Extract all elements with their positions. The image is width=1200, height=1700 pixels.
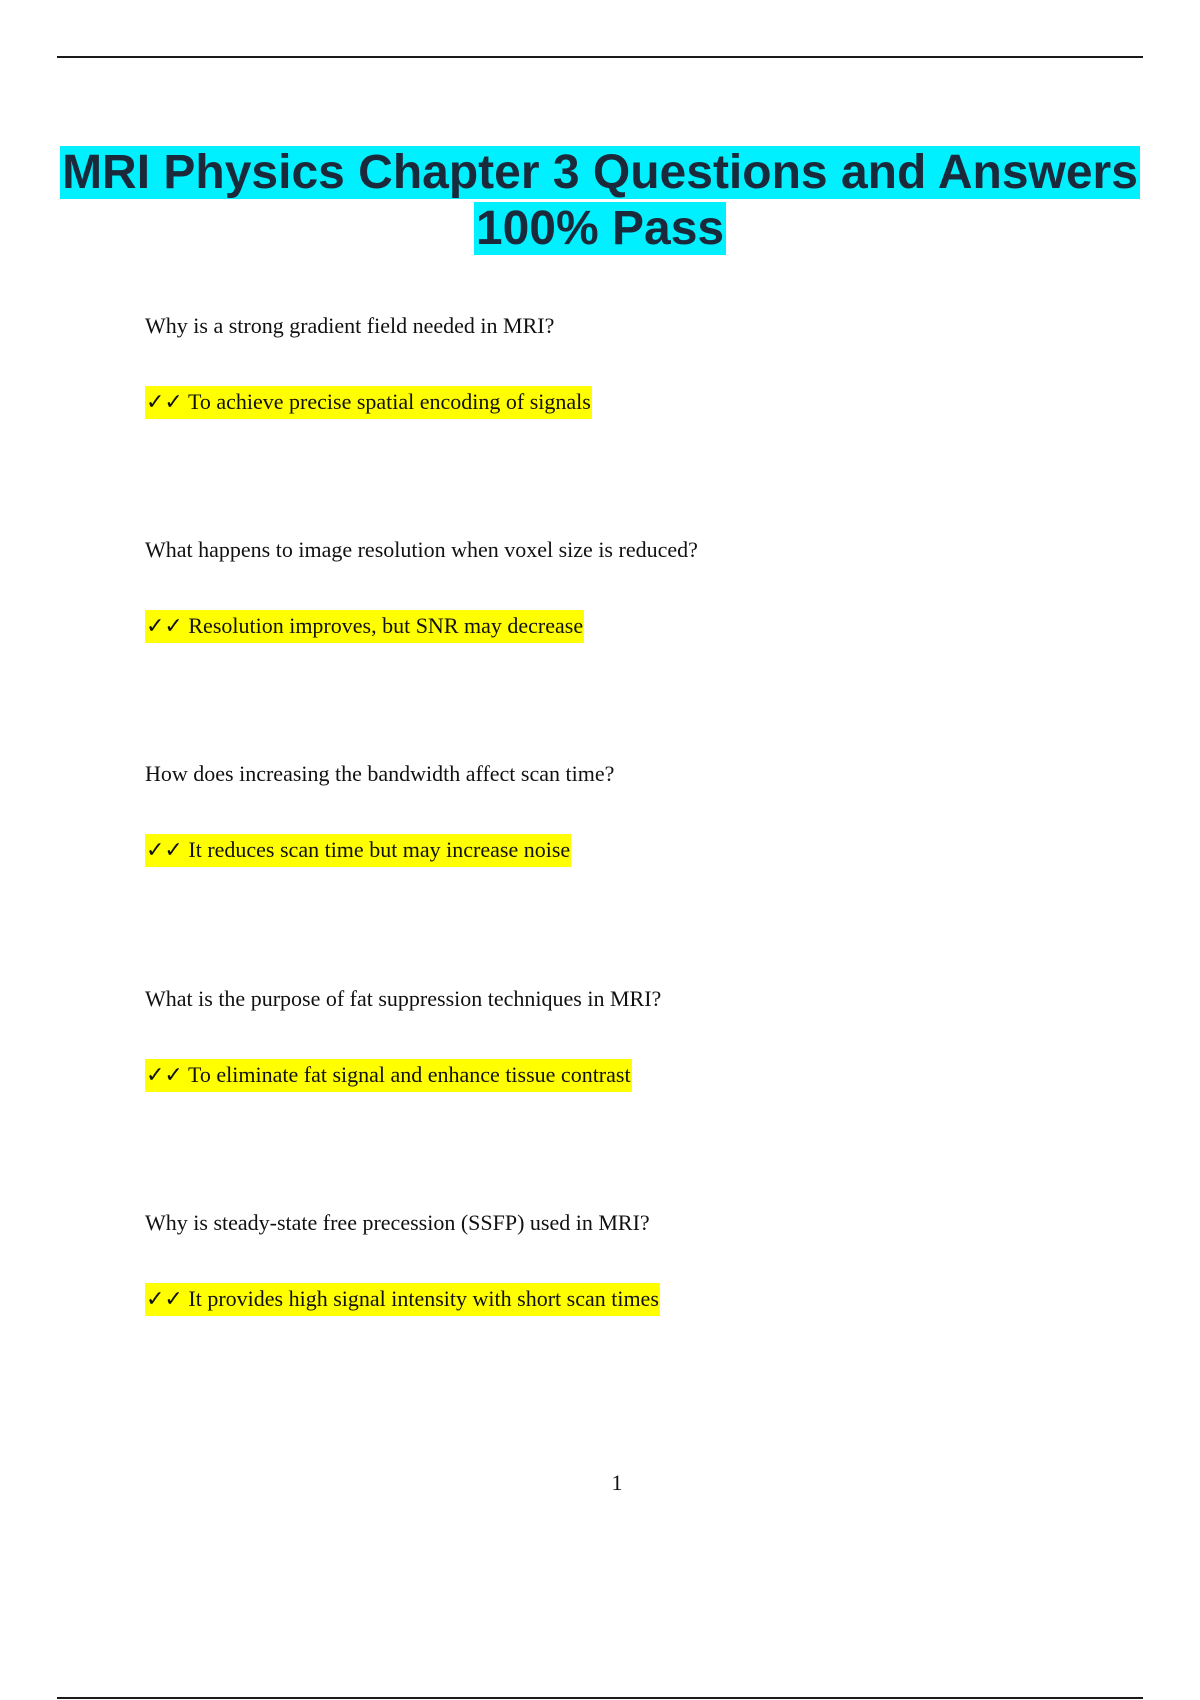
answer-highlight <box>145 1283 660 1316</box>
answer-text: Resolution improves, but SNR may decrease <box>188 613 584 638</box>
title-block <box>0 145 1200 257</box>
answer-text: It reduces scan time but may increase noise <box>188 837 571 862</box>
question-text: How does increasing the bandwidth affect scan time? <box>145 761 615 786</box>
answer-text: To eliminate fat signal and enhance tissue contrast <box>187 1062 631 1087</box>
header-rule <box>57 56 1143 58</box>
double-check-icon: ✓✓ <box>146 838 183 863</box>
question-text: What is the purpose of fat suppression techniques in MRI? <box>145 986 662 1011</box>
footer-rule <box>57 1697 1143 1699</box>
answer-text: To achieve precise spatial encoding of signals <box>187 389 591 414</box>
page-number: 1 <box>611 1470 623 1495</box>
question-text: Why is steady-state free precession (SSFP) used in MRI? <box>145 1210 650 1235</box>
double-check-icon: ✓✓ <box>146 614 183 639</box>
answer-highlight <box>145 386 592 419</box>
question-text: Why is a strong gradient field needed in MRI? <box>145 313 555 338</box>
double-check-icon: ✓✓ <box>146 390 183 415</box>
double-check-icon: ✓✓ <box>146 1287 183 1312</box>
answer-highlight <box>145 1059 632 1092</box>
answer-highlight <box>145 834 571 867</box>
question-text: What happens to image resolution when voxel size is reduced? <box>145 537 698 562</box>
double-check-icon: ✓✓ <box>146 1063 183 1088</box>
answer-text: It provides high signal intensity with short scan times <box>188 1286 659 1311</box>
answer-highlight <box>145 610 584 643</box>
document-title: MRI Physics Chapter 3 Questions and Answers 100% Pass <box>62 146 1138 255</box>
